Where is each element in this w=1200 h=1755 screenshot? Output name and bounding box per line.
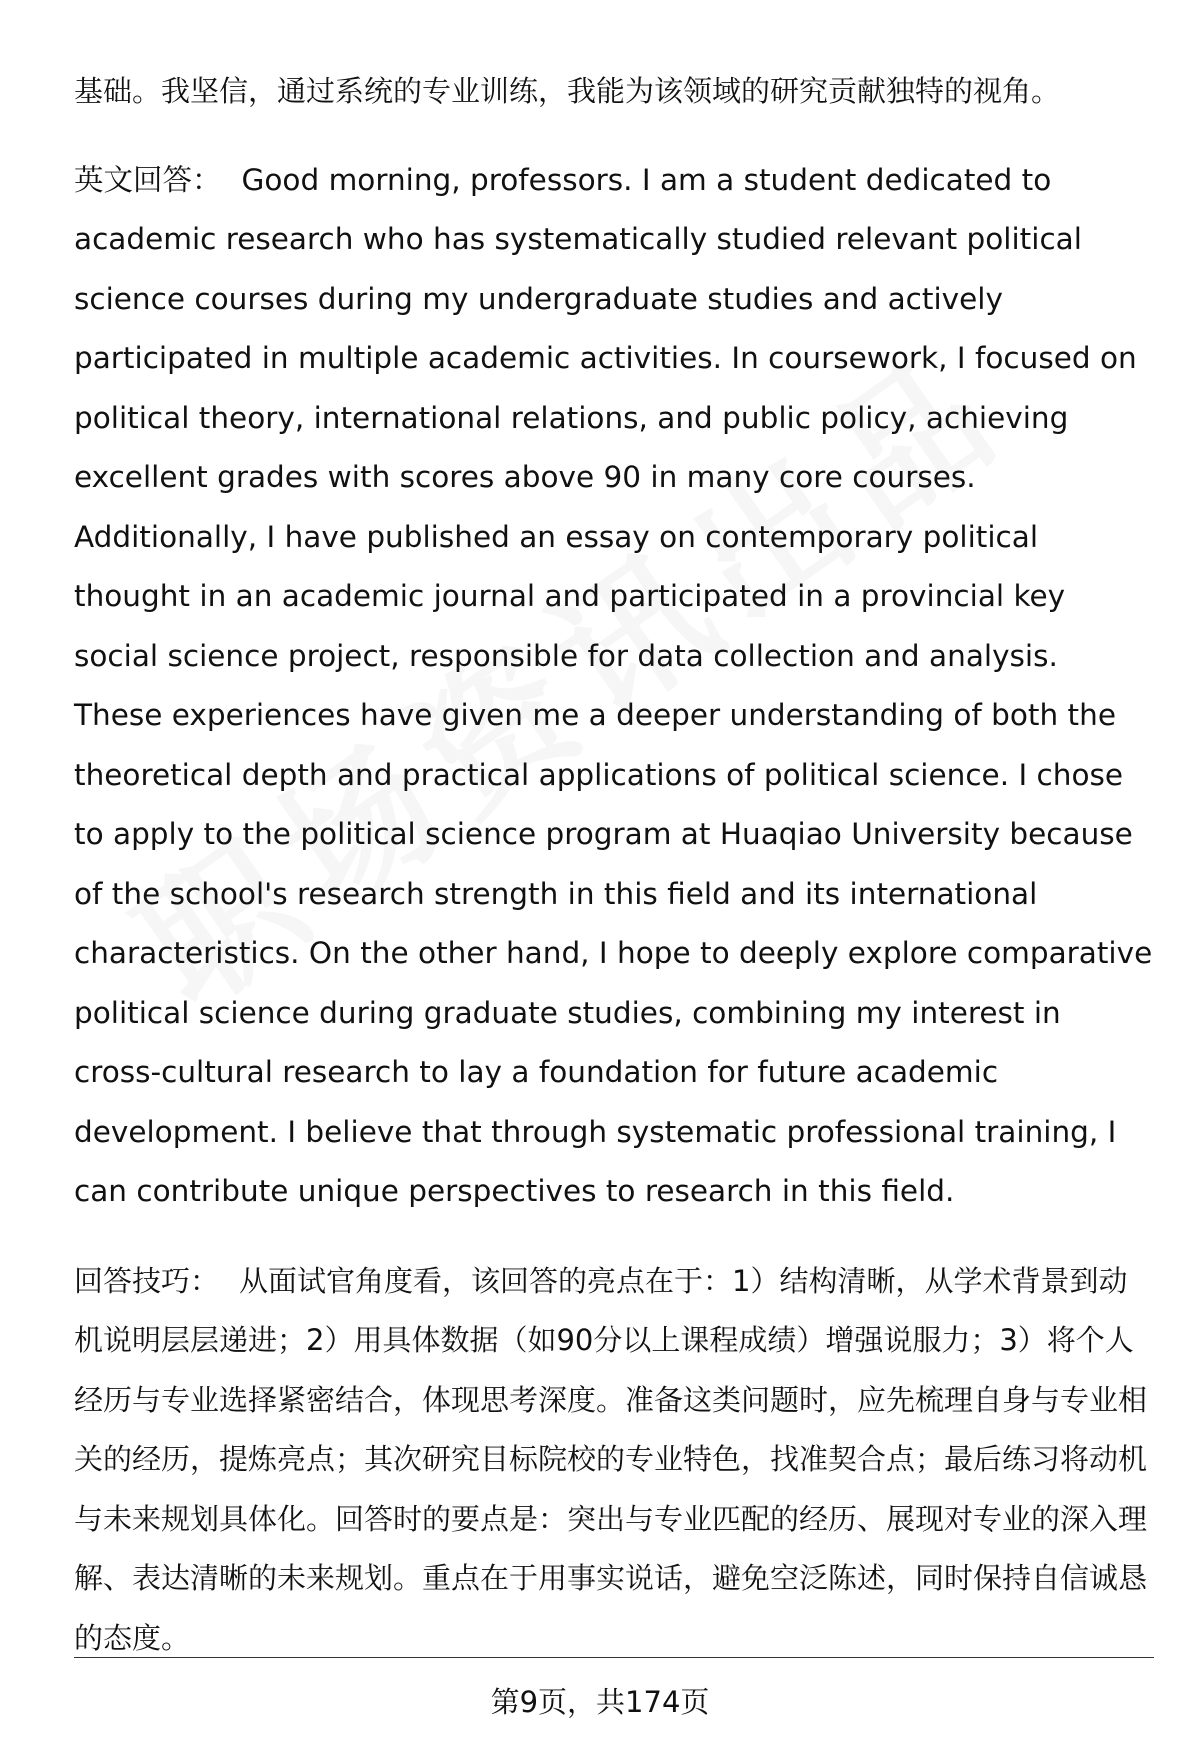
english-answer-paragraph	[74, 151, 1154, 1222]
page-number: 第9页，共174页	[490, 1685, 710, 1719]
footer-divider	[74, 1657, 1154, 1658]
tips-label: 回答技巧：	[74, 1263, 220, 1298]
intro-tail-paragraph: 基础。我坚信，通过系统的专业训练，我能为该领域的研究贡献独特的视角。	[74, 74, 1061, 108]
tips-paragraph	[74, 1252, 1154, 1669]
english-answer-label: 英文回答：	[74, 162, 222, 197]
document-body	[74, 62, 1154, 1668]
english-answer-text: Good morning, professors. I am a student dedicated to academic research who has systematically studied relevant political science courses during my undergraduate studies and actively participated in multiple academic activities. In coursework, I focused on political theory, international relations, and public policy, achieving excellent grades with scores above 90 in many core courses. Additionally, I have published an essay on contemporary political thought in an academic journal and participated in a provincial key social science project, responsible for data collection and analysis. These experiences have given me a deeper understanding of both the theoretical depth and practical applications of political science. I chose to apply to the political science program at Huaqiao University because of the school's research strength in this field and its international characteristics. On the other hand, I hope to deeply explore comparative political science during graduate studies, combining my interest in cross-cultural research to lay a foundation for future academic development. I believe that through systematic professional training, I can contribute unique perspectives to research in this field.	[74, 162, 1153, 1208]
tips-text: 从面试官角度看，该回答的亮点在于：1）结构清晰，从学术背景到动机说明层层递进；2）用具体数据（如90分以上课程成绩）增强说服力；3）将个人经历与专业选择紧密结合，体现思考深度。准备这类问题时，应先梳理自身与专业相关的经历，提炼亮点；其次研究目标院校的专业特色，找准契合点；最后练习将动机与未来规划具体化。回答时的要点是：突出与专业匹配的经历、展现对专业的深入理解、表达清晰的未来规划。重点在于用事实说话，避免空泛陈述，同时保持自信诚恳的态度。	[74, 1263, 1148, 1655]
